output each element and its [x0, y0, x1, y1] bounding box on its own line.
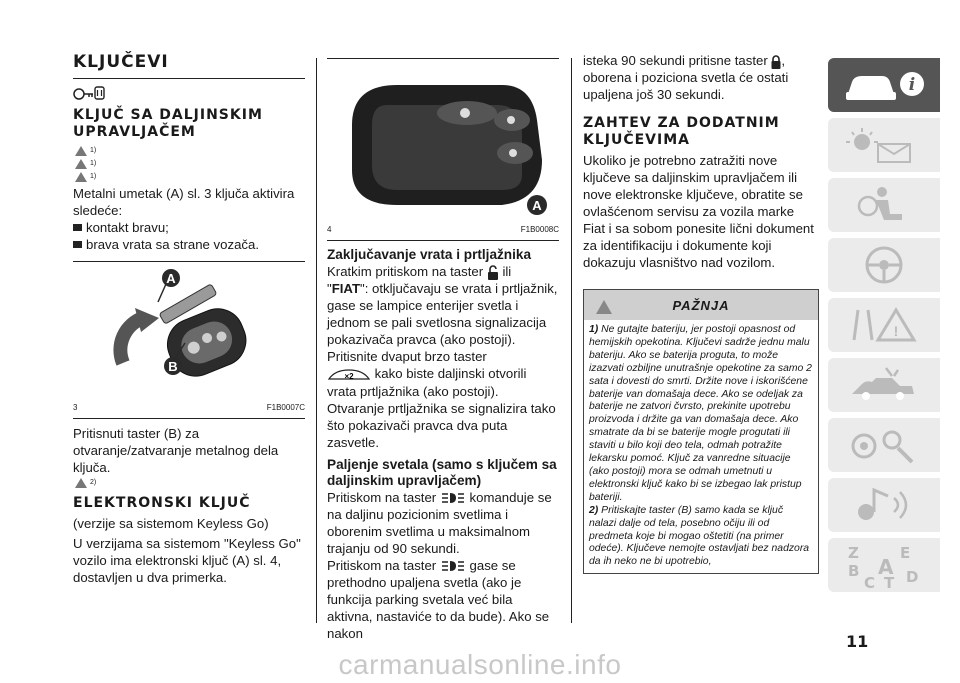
starting-driving-icon — [842, 244, 928, 286]
note-refs — [73, 144, 305, 183]
column-divider-2 — [571, 58, 572, 623]
tab-car-info[interactable] — [828, 58, 940, 112]
figure-number: 4 — [327, 225, 332, 234]
svg-text:B: B — [848, 562, 860, 580]
tab-warning-lights[interactable] — [828, 118, 940, 172]
subsection-title-lights: Paljenje svetala (samo s ključem sa daljinskim upravljačem) — [327, 456, 557, 488]
page-title: KLJUČEVI — [73, 52, 169, 72]
svg-text:T: T — [884, 574, 895, 590]
paragraph: Otvaranje prtljažnika se signalizira tako što pokazivači pravca dva puta zasvetle. — [327, 400, 556, 450]
chapter-tabs — [828, 58, 940, 598]
tab-safety[interactable] — [828, 178, 940, 232]
paragraph: Metalni umetak (A) sl. 3 ključa aktivira sledeće: — [73, 186, 295, 218]
svg-text:C: C — [864, 574, 876, 590]
column-3 — [583, 52, 819, 574]
watermark: carmanualsonline.info — [338, 649, 622, 680]
index-icon — [842, 544, 928, 590]
svg-text:A: A — [878, 555, 894, 579]
warning-header: PAŽNJA — [584, 290, 818, 320]
note-ref: 1) — [75, 157, 305, 170]
key-icon — [73, 85, 107, 101]
note-ref: 2) — [75, 476, 305, 489]
section-title-remote-key: KLJUČ SA DALJINSKIM UPRAVLJAČEM — [73, 107, 263, 140]
maintenance-icon — [842, 364, 928, 406]
warning-body — [584, 320, 818, 573]
paragraph: Pritiskom na taster gase se prethodno upaljena svetla (ako je funkcija parking svetala već bila aktivna, nastaviće to da bude). Ako se nakon — [327, 557, 550, 641]
paragraph: Ukoliko je potrebno zatražiti nove ključeve sa daljinskim upravljačem ili nove elektronske ključeve, obratite se ovlašćenom servisu za vozila marke Fiat i sa sobom ponesite lični dokument za identifikaciju i dokumente koji dokazuju vlasništvo nad vozilom. — [583, 153, 814, 270]
caption-rule — [327, 240, 559, 241]
section-title-electronic-key: ELEKTRONSKI KLJUČ — [73, 495, 251, 511]
page-number: 11 — [846, 632, 869, 651]
warning-triangle-icon — [75, 172, 87, 182]
bullet-item: brava vrata sa strane vozača. — [73, 236, 305, 253]
headlights-button-icon — [440, 559, 466, 573]
figure-number: 3 — [73, 403, 78, 412]
tab-technical-data[interactable] — [828, 418, 940, 472]
paragraph: ×2 kako biste daljinski otvorili vrata prtljažnika (ako postoji). — [327, 366, 527, 399]
figure-rule — [73, 261, 305, 262]
technical-data-icon — [842, 424, 928, 466]
svg-text:i: i — [908, 75, 916, 95]
warning-triangle-icon — [75, 159, 87, 169]
bullet-icon — [73, 224, 82, 231]
svg-text:A: A — [166, 271, 176, 286]
unlock-button-icon — [487, 265, 499, 280]
section-title-additional-keys: ZAHTEV ZA DODATNIM KLJUČEVIMA — [583, 115, 780, 148]
figure-top-rule — [327, 58, 559, 59]
warning-triangle-icon — [75, 478, 87, 488]
subsection-title-unlock: Zaključavanje vrata i prtljažnika — [327, 247, 531, 262]
column-1 — [73, 52, 305, 586]
tab-multimedia[interactable] — [828, 478, 940, 532]
figure-code: F1B0007C — [266, 403, 305, 412]
safety-airbag-icon — [842, 184, 928, 226]
warning-triangle-icon — [75, 146, 87, 156]
car-info-icon — [842, 64, 928, 106]
paragraph: Pritisnuti taster (B) za otvaranje/zatvaranje metalnog dela ključa. — [73, 426, 279, 475]
note-ref: 1) — [75, 144, 305, 157]
warning-box — [583, 289, 819, 574]
caption-rule — [73, 418, 305, 419]
paragraph: Kratkim pritiskom na taster ili "FIAT": otključavaju se vrata i prtljažnik, gase se lampice enterijer svetla i jednom se pali svetlosna signalizacija pokazivača pravca (ako postoji). — [327, 264, 558, 348]
headlights-button-icon — [440, 491, 466, 505]
title-rule — [73, 78, 305, 79]
figure-4-electronic-key — [327, 65, 559, 215]
column-2 — [327, 52, 559, 642]
paragraph: Pritisnite dvaput brzo taster — [327, 349, 487, 365]
svg-text:×2: ×2 — [344, 371, 354, 381]
svg-text:B: B — [168, 359, 178, 374]
figure-4-caption — [327, 221, 559, 238]
svg-text:D: D — [906, 568, 919, 586]
warning-item: 2) Pritiskajte taster (B) samo kada se ključ nalazi dalje od tela, posebno očiju ili od predmeta koje bi mogao oštetiti (na primer odeće). Ključeve nemojte ostavljati bez nadzora da ih neko ne bi upotrebio, — [589, 504, 810, 568]
bullet-icon — [73, 241, 82, 248]
paragraph: isteka 90 sekundi pritisne taster , oborena i poziciona svetla će ostati upaljena još 30 sekundi. — [583, 53, 789, 102]
note-ref: 1) — [75, 170, 305, 183]
svg-text:Z: Z — [848, 544, 859, 562]
svg-text:!: ! — [893, 323, 899, 339]
bullet-item: kontakt bravu; — [73, 219, 305, 236]
svg-text:E: E — [900, 544, 911, 562]
warning-triangle-icon — [596, 300, 612, 314]
lock-button-icon — [771, 55, 781, 69]
column-divider-1 — [316, 58, 317, 623]
tab-index[interactable] — [828, 538, 940, 592]
paragraph: Pritiskom na taster komanduje se na daljinu pozicionim svetlima i oborenim svetlima u maksimalnom trajanju od 90 sekundi. — [327, 489, 552, 556]
paragraph: (verzije sa sistemom Keyless Go) — [73, 516, 269, 531]
warning-item: 1) Ne gutajte bateriju, jer postoji opasnost od hemijskih opekotina. Ključevi sadrže jednu malu bateriju. Ako se baterija proguta, to može izazvati ozbiljne unutrašnje opekotine za samo 2 sata i dovesti do smrti. Držite nove i iskorišćene baterije van domašaja dece. Ako se odeljak za baterije ne zatvori čvrsto, prekinite upotrebu proizvoda i držite ga van domašaja dece. Ako smatrate da bi se baterije mogle progutati ili staviti u bilo koji deo tela, odmah potražite lekarsku pomoć. Ključ za vanredne situacije (ako postoji) mora se odmah umetnuti u elektronski ključ kako bi se izbegao lak pristup bateriji. — [589, 324, 812, 503]
multimedia-icon — [842, 484, 928, 526]
tab-maintenance[interactable] — [828, 358, 940, 412]
figure-3-caption — [73, 399, 305, 416]
tailgate-button-icon — [327, 367, 371, 383]
tab-starting-driving[interactable] — [828, 238, 940, 292]
figure-3-key-illustration — [73, 268, 305, 393]
emergency-icon — [842, 304, 928, 346]
svg-text:A: A — [532, 198, 542, 213]
note-refs — [73, 476, 305, 489]
tab-emergency[interactable] — [828, 298, 940, 352]
paragraph: U verzijama sa sistemom "Keyless Go" vozilo ima elektronski ključ (A) sl. 4, dostavljen u dva primerka. — [73, 536, 301, 585]
warning-lights-icon — [842, 124, 928, 166]
figure-code: F1B0008C — [520, 225, 559, 234]
